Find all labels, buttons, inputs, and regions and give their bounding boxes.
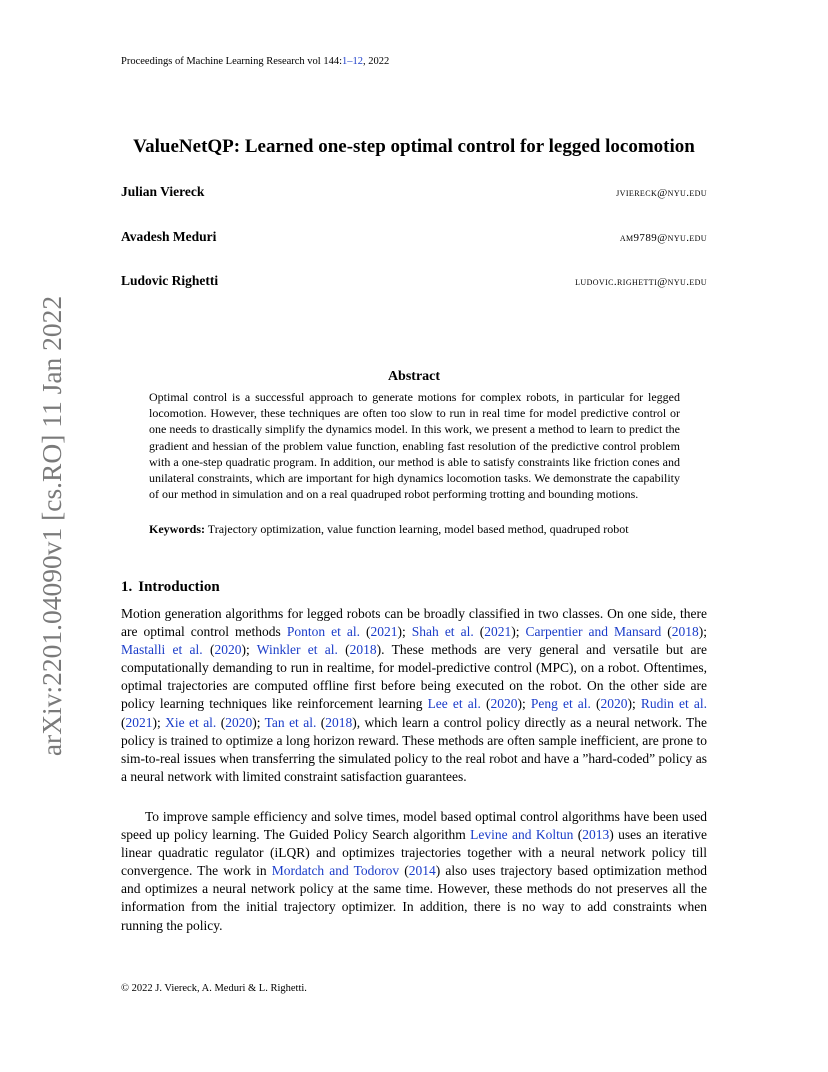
author-name: Ludovic Righetti (121, 273, 219, 288)
header-page-range-link[interactable]: 1–12 (342, 56, 364, 67)
citation-year-link[interactable]: 2020 (214, 642, 242, 658)
citation-year-link[interactable]: 2021 (125, 714, 153, 730)
section-title: Introduction (138, 579, 220, 595)
citation-punct: ); (241, 642, 257, 658)
author-name: Avadesh Meduri (121, 229, 217, 244)
citation-punct: ( (316, 714, 326, 730)
section-heading (121, 578, 220, 596)
citation-link[interactable]: Lee et al. (427, 696, 481, 712)
paper-title: ValueNetQP: Learned one-step optimal control for legged locomotion (133, 136, 695, 157)
header-year: , 2022 (363, 56, 390, 67)
citation-link[interactable]: Mastalli et al. (121, 642, 203, 658)
citation-link[interactable]: Rudin et al. (640, 696, 707, 712)
citation-link[interactable]: Winkler et al. (256, 642, 338, 658)
author-name: Julian Viereck (121, 184, 205, 199)
citation-year-link[interactable]: 2013 (582, 827, 610, 843)
citation-punct: ); (511, 624, 526, 640)
copyright-footer: © 2022 J. Viereck, A. Meduri & L. Righetti. (121, 983, 307, 994)
author-row (121, 229, 707, 245)
citation-punct: ), (352, 714, 365, 730)
paragraph-text: Motion generation algorithms for legged robots can be broadly classified in two classes. On one side, there are optimal control methods (121, 606, 707, 640)
citation-link[interactable]: Levine and Koltun (470, 827, 574, 843)
citation-punct: ( (121, 714, 126, 730)
author-email: am9789@nyu.edu (619, 232, 707, 244)
citation-punct: ); (698, 624, 708, 640)
citation-link[interactable]: Peng et al. (530, 696, 591, 712)
keywords-text: Trajectory optimization, value function learning, model based method, quadruped robot (207, 522, 629, 536)
citation-punct: ( (337, 642, 350, 658)
paragraph-text: which learn a control policy directly as a neural network. The policy is trained to optimize a long horizon reward. These methods are often sample inefficient, are prone to sim-to-real issues when transferring the simulated policy to the real robot and have a ”hard-coded” policy as a neural network with limited constraint satisfaction guarantees. (121, 714, 708, 784)
citation-year-link[interactable]: 2018 (671, 624, 699, 640)
proceedings-header (121, 56, 389, 68)
citation-punct: ). (376, 642, 392, 658)
citation-punct: ( (480, 696, 491, 712)
author-email: ludovic.righetti@nyu.edu (575, 276, 707, 288)
citation-link[interactable]: Tan et al. (264, 714, 317, 730)
paragraph-text: These methods are very general and versatile but are computationally demanding to run in realtime, for model-predictive control (MPC), on a robot. Oftentimes, optimal trajectories are computed offline first before being executed on the robot. On the other side are policy learning techniques like reinforcement learning (121, 642, 707, 712)
abstract-heading: Abstract (387, 369, 441, 384)
author-row (121, 273, 707, 289)
citation-punct: ( (202, 642, 215, 658)
citation-link[interactable]: Shah et al. (411, 624, 474, 640)
citation-year-link[interactable]: 2020 (225, 714, 253, 730)
citation-year-link[interactable]: 2018 (349, 642, 377, 658)
citation-year-link[interactable]: 2021 (370, 624, 398, 640)
paragraph-text: also uses trajectory based optimization method and optimizes a neural network policy at the same time. However, these methods do not preserves all the information from the initial trajectory optimizer. In addition, there is no way to add constraints when running the policy. (121, 863, 708, 933)
intro-paragraph-1 (121, 605, 707, 786)
citation-year-link[interactable]: 2020 (600, 696, 628, 712)
citation-punct: ( (473, 624, 485, 640)
citation-punct: ( (399, 863, 409, 879)
abstract-text: Optimal control is a successful approach to generate motions for complex robots, in particular for legged locomotion. However, these techniques are often too slow to run in real time for model predictive control or one needs to drastically simplify the dynamics model. In this work, we present a method to learn to predict the gradient and hessian of the problem value function, enabling fast resolution of the predictive control problem with a one-step quadratic program. In addition, our method is able to satisfy constraints like friction cones and unilateral constraints, which are important for high dynamics locomotion tasks. We demonstrate the capability of our method in simulation and on a real quadruped robot performing trotting and bounding motions. (149, 390, 680, 502)
keywords-label: Keywords: (149, 522, 205, 536)
intro-paragraph-2 (121, 808, 707, 935)
citation-link[interactable]: Xie et al. (165, 714, 217, 730)
citation-year-link[interactable]: 2021 (484, 624, 512, 640)
keywords (149, 521, 680, 537)
author-row (121, 184, 707, 200)
citation-punct: ); (252, 714, 265, 730)
citation-punct: ) (609, 827, 619, 843)
citation-link[interactable]: Mordatch and Todorov (271, 863, 400, 879)
section-number: 1. (121, 579, 133, 595)
citation-punct: ( (661, 624, 672, 640)
citation-punct: ( (573, 827, 583, 843)
citation-year-link[interactable]: 2020 (490, 696, 518, 712)
citation-punct: ); (397, 624, 412, 640)
header-text: Proceedings of Machine Learning Research vol 144: (121, 56, 343, 67)
arxiv-stamp: arXiv:2201.04090v1 [cs.RO] 11 Jan 2022 (36, 295, 67, 757)
citation-punct: ( (590, 696, 601, 712)
citation-year-link[interactable]: 2018 (325, 714, 353, 730)
citation-link[interactable]: Carpentier and Mansard (525, 624, 662, 640)
citation-punct: ); (517, 696, 531, 712)
citation-punct: ); (152, 714, 166, 730)
citation-link[interactable]: Ponton et al. (286, 624, 360, 640)
citation-year-link[interactable]: 2014 (408, 863, 436, 879)
citation-punct: ); (627, 696, 641, 712)
citation-punct: ( (216, 714, 226, 730)
paragraph-text: To improve sample efficiency and solve times, model based optimal control algorithms have been used speed up policy learning. The Guided Policy Search algorithm (121, 809, 707, 843)
citation-punct: ) (435, 863, 446, 879)
paragraph-text: uses an iterative linear quadratic regulator (iLQR) and optimizes trajectories together with a neural network policy till convergence. The work in (121, 827, 708, 879)
author-email: jviereck@nyu.edu (616, 187, 707, 199)
citation-punct: ( (359, 624, 371, 640)
